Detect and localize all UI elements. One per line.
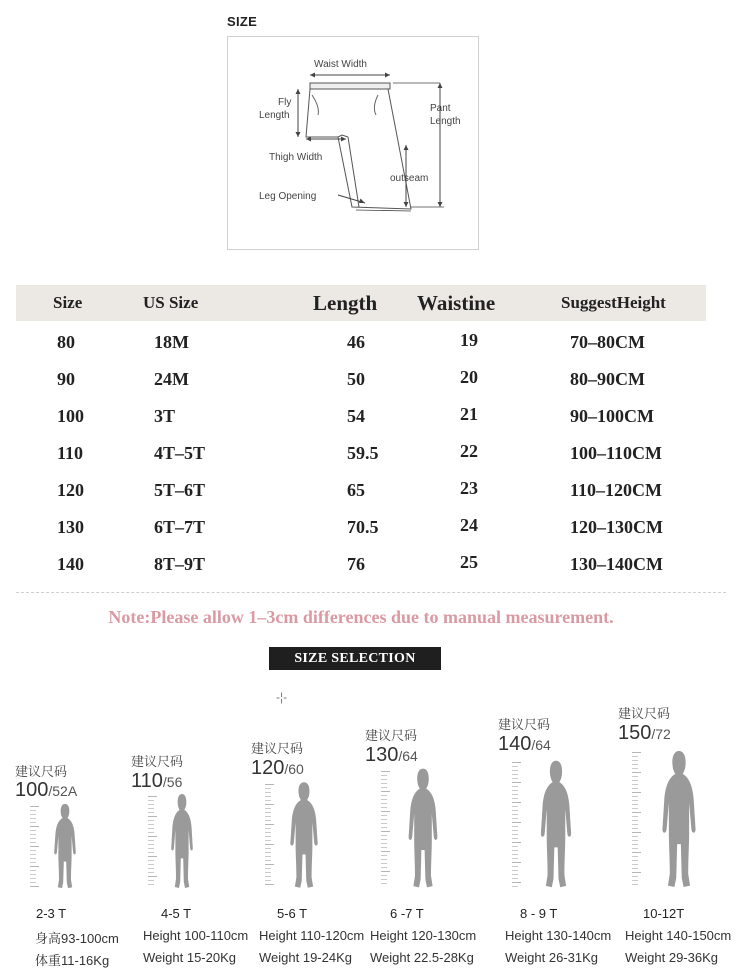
cell-us-size: 4T–5T — [154, 443, 206, 463]
weight-range: Weight 19-24Kg — [259, 950, 352, 965]
header-length: Length — [313, 291, 378, 315]
age-label: 10-12T — [643, 906, 685, 921]
height-range: Height 110-120cm — [259, 928, 365, 943]
cell-length: 46 — [347, 332, 365, 352]
waist-width-label: Waist Width — [314, 59, 367, 70]
fly-label: Fly — [278, 97, 292, 108]
cell-suggest-height: 90–100CM — [570, 406, 654, 426]
size-number: 100 — [15, 779, 49, 801]
size-code — [15, 779, 77, 802]
cell-size: 80 — [57, 332, 75, 352]
cell-length: 50 — [347, 369, 365, 389]
height-range: Height 100-110cm — [143, 928, 249, 943]
height-ruler — [381, 771, 391, 887]
size-number: 150 — [618, 722, 652, 744]
divider — [16, 592, 726, 593]
size-number: 110 — [131, 770, 163, 792]
cell-us-size: 3T — [154, 406, 176, 426]
suggested-size-label: 建议尺码 — [618, 706, 671, 721]
cell-waistine: 23 — [460, 478, 478, 498]
size-sub: /72 — [651, 726, 671, 742]
cell-waistine: 25 — [460, 552, 478, 572]
size-code — [365, 744, 418, 767]
weight-range: 体重11-16Kg — [35, 953, 110, 968]
thigh-width-label: Thigh Width — [269, 152, 323, 163]
cell-us-size: 6T–7T — [154, 517, 206, 537]
weight-range: Weight 22.5-28Kg — [370, 950, 474, 965]
cell-suggest-height: 70–80CM — [570, 332, 645, 352]
table-row — [0, 472, 750, 509]
size-number: 130 — [365, 744, 399, 766]
header-suggest-height: SuggestHeight — [561, 293, 666, 312]
size-sub: /56 — [162, 774, 183, 790]
pants-measurement-diagram — [227, 36, 479, 250]
cell-size: 110 — [57, 443, 84, 463]
child-silhouette — [656, 748, 702, 890]
pants-diagram-svg — [228, 37, 478, 249]
outseam-label: outseam — [390, 173, 429, 184]
cell-suggest-height: 120–130CM — [570, 517, 663, 537]
cell-us-size: 8T–9T — [154, 554, 206, 574]
cell-suggest-height: 130–140CM — [570, 554, 663, 574]
table-row — [0, 361, 750, 398]
header-waistine: Waistine — [417, 291, 496, 315]
cell-waistine: 20 — [460, 367, 478, 387]
pant-label: Pant — [430, 103, 451, 114]
suggested-size-label: 建议尺码 — [131, 754, 184, 769]
height-range: Height 120-130cm — [370, 928, 477, 943]
size-number: 120 — [251, 757, 285, 779]
height-ruler — [632, 752, 642, 888]
cell-waistine: 19 — [460, 330, 478, 350]
weight-range: Weight 26-31Kg — [505, 950, 598, 965]
cell-us-size: 24M — [154, 369, 189, 389]
cell-length: 76 — [347, 554, 365, 574]
size-number: 140 — [498, 733, 532, 755]
size-sub: /64 — [531, 737, 551, 753]
child-silhouette — [535, 758, 577, 890]
size-code — [251, 757, 304, 780]
table-row — [0, 398, 750, 435]
cell-size: 130 — [57, 517, 84, 537]
cell-us-size: 18M — [154, 332, 189, 352]
fly-length-label: Length — [259, 110, 290, 121]
height-range: Height 130-140cm — [505, 928, 612, 943]
suggested-size-label: 建议尺码 — [365, 728, 418, 743]
age-label: 6 -7 T — [390, 906, 424, 921]
size-sub: /60 — [284, 761, 304, 777]
table-row — [0, 435, 750, 472]
height-ruler — [30, 806, 40, 890]
cell-size: 90 — [57, 369, 75, 389]
suggested-size-label: 建议尺码 — [251, 741, 304, 756]
cell-size: 120 — [57, 480, 84, 500]
size-selection-title: SIZE SELECTION — [269, 647, 441, 670]
child-silhouette — [403, 766, 443, 890]
weight-range: Weight 15-20Kg — [143, 950, 236, 965]
size-section-label: SIZE — [227, 14, 258, 29]
cell-suggest-height: 100–110CM — [570, 443, 662, 463]
size-code — [498, 733, 551, 756]
cell-size: 100 — [57, 406, 84, 426]
child-silhouette — [167, 792, 197, 890]
leg-opening-label: Leg Opening — [259, 191, 317, 202]
age-label: 5-6 T — [277, 906, 308, 921]
size-sub: /64 — [398, 748, 418, 764]
height-ruler — [265, 784, 275, 888]
size-table-header — [16, 285, 706, 321]
suggested-size-label: 建议尺码 — [498, 717, 551, 732]
weight-range: Weight 29-36Kg — [625, 950, 718, 965]
pant-length-label: Length — [430, 116, 461, 127]
size-code — [618, 722, 671, 745]
size-sub: /52A — [48, 783, 78, 799]
cell-waistine: 24 — [460, 515, 478, 535]
cell-length: 54 — [347, 406, 365, 426]
cell-length: 70.5 — [347, 517, 379, 537]
table-row — [0, 509, 750, 546]
cell-suggest-height: 110–120CM — [570, 480, 662, 500]
child-silhouette — [285, 780, 323, 890]
cell-size: 140 — [57, 554, 84, 574]
sparkle-icon: -¦- — [276, 690, 288, 704]
cell-waistine: 21 — [460, 404, 478, 424]
table-row — [0, 546, 750, 583]
age-label: 8 - 9 T — [520, 906, 558, 921]
table-row — [0, 324, 750, 361]
header-size: Size — [53, 293, 83, 312]
age-label: 2-3 T — [36, 906, 67, 921]
height-ruler — [512, 762, 522, 890]
height-range: Height 140-150cm — [625, 928, 732, 943]
height-ruler — [148, 796, 158, 888]
measurement-note: Note:Please allow 1–3cm differences due to manual measurement. — [108, 607, 614, 627]
cell-length: 65 — [347, 480, 365, 500]
header-us-size: US Size — [143, 293, 199, 312]
cell-waistine: 22 — [460, 441, 478, 461]
cell-us-size: 5T–6T — [154, 480, 206, 500]
age-label: 4-5 T — [161, 906, 192, 921]
child-silhouette — [50, 802, 80, 890]
suggested-size-label: 建议尺码 — [15, 764, 68, 779]
cell-suggest-height: 80–90CM — [570, 369, 645, 389]
height-range: 身高93-100cm — [35, 931, 119, 946]
cell-length: 59.5 — [347, 443, 379, 463]
size-code — [131, 770, 182, 793]
